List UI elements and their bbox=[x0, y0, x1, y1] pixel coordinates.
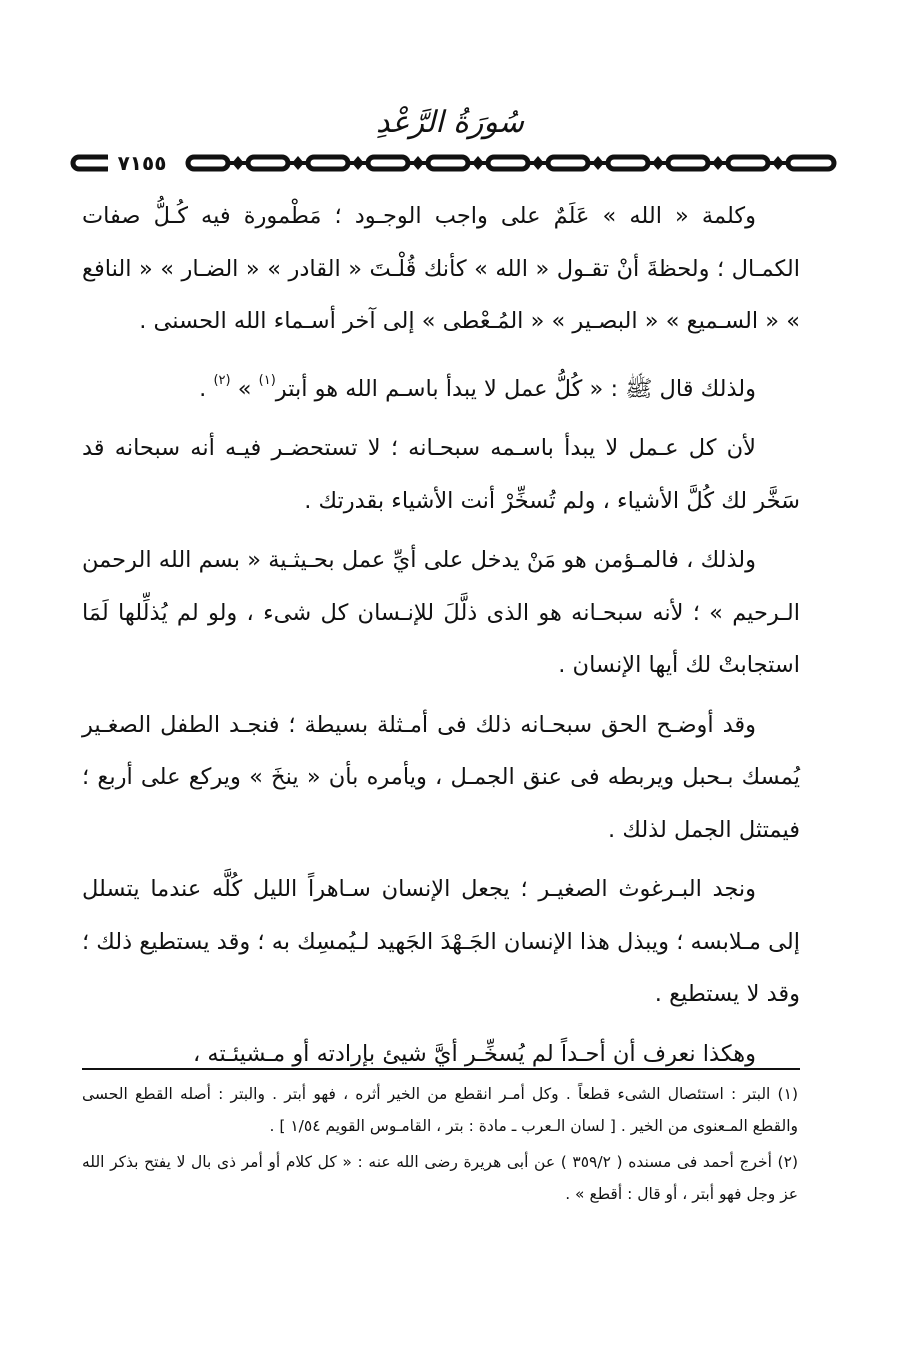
footnote: (٢) أخرج أحمد فى مسنده ( ٣٥٩/٢ ) عن أبى هريرة رضى الله عنه : « كل كلام أو أمر ذى بال لا يفتح بذكر الله عز وجل فهو أبتر ، أو قال : أقطع » . bbox=[82, 1153, 798, 1203]
body-text bbox=[82, 190, 800, 1087]
footnote-ref: (٢) bbox=[213, 372, 231, 388]
paragraph: ونجد البـرغوث الصغيـر ؛ يجعل الإنسان سـاهراً الليل كُلَّه عندما يتسلل إلى مـلابسه ؛ ويبذل هذا الإنسان الجَـهْدَ الجَهيد لـيُمسِك به ؛ وقد يستطيع ذلك ؛ وقد لا يستطيع . bbox=[82, 876, 800, 1007]
paragraph: لأن كل عـمل لا يبدأ باسـمه سبحـانه ؛ لا تستحضـر فيـه أنه سبحانه قد سَخَّر لك كُلَّ الأشياء ، ولم تُسخِّرْ أنت الأشياء بقدرتك . bbox=[82, 435, 800, 514]
paragraph: ولذلك ، فالمـؤمن هو مَنْ يدخل على أيِّ عمل بحـيثـية « بسم الله الرحمن الـرحيم » ؛ لأنه سبحـانه هو الذى ذلَّلَ للإنـسان كل شىء ، ولو لم يُذلِّلها لَمَا استجابتْ لك أيها الإنسان . bbox=[82, 547, 800, 678]
chain-ornament-icon bbox=[70, 148, 840, 178]
footnote: (١) البتر : استئصال الشىء قطعاً . وكل أمـر انقطع من الخير أثره ، فهو أبتر . والبتر : أصله القطع الحسى والقطع المـعنوى من الخير . [ لسان الـعرب ـ مادة : بتر ، القامـوس القويم ١/٥٤ ] . bbox=[82, 1085, 798, 1135]
hadith-text: ولذلك قال ﷺ : « كُلُّ عمل لا يبدأ باسـم الله هو أبتر bbox=[275, 375, 756, 402]
ornamental-border bbox=[70, 148, 840, 178]
paragraph: وهكذا نعرف أن أحـداً لم يُسخِّـر أيَّ شيئ بإرادته أو مـشيئـته ، bbox=[193, 1040, 756, 1067]
sentence-end: . bbox=[199, 375, 214, 402]
quote-close: » bbox=[230, 375, 259, 402]
paragraph: وكلمة « الله » عَلَمٌ على واجب الوجـود ؛ مَطْمورة فيه كُـلُّ صفات الكمـال ؛ ولحظةَ أنْ تقـول « الله » كأنك قُلْـتَ « القادر » « الضـار » « النافع » « السـميع » « البصـير » « المُـعْطى » إلى آخر أسـماء الله الحسنى . bbox=[82, 203, 800, 334]
surah-title: سُورَةُ الرَّعْدِ bbox=[375, 105, 525, 140]
footnote-divider bbox=[82, 1068, 800, 1070]
paragraph-hadith bbox=[82, 355, 800, 416]
footnotes bbox=[82, 1078, 798, 1214]
page-number: ٧١٥٥ bbox=[108, 149, 176, 177]
footnote-ref: (١) bbox=[258, 372, 276, 388]
paragraph: وقد أوضـح الحق سبحـانه ذلك فى أمـثلة بسيطة ؛ فنجـد الطفل الصغـير يُمسك بـحبل ويربطه فى عنق الجمـل ، ويأمره بأن « ينخَ » ويركع على أربع ؛ فيمتثل الجمل لذلك . bbox=[82, 711, 800, 843]
